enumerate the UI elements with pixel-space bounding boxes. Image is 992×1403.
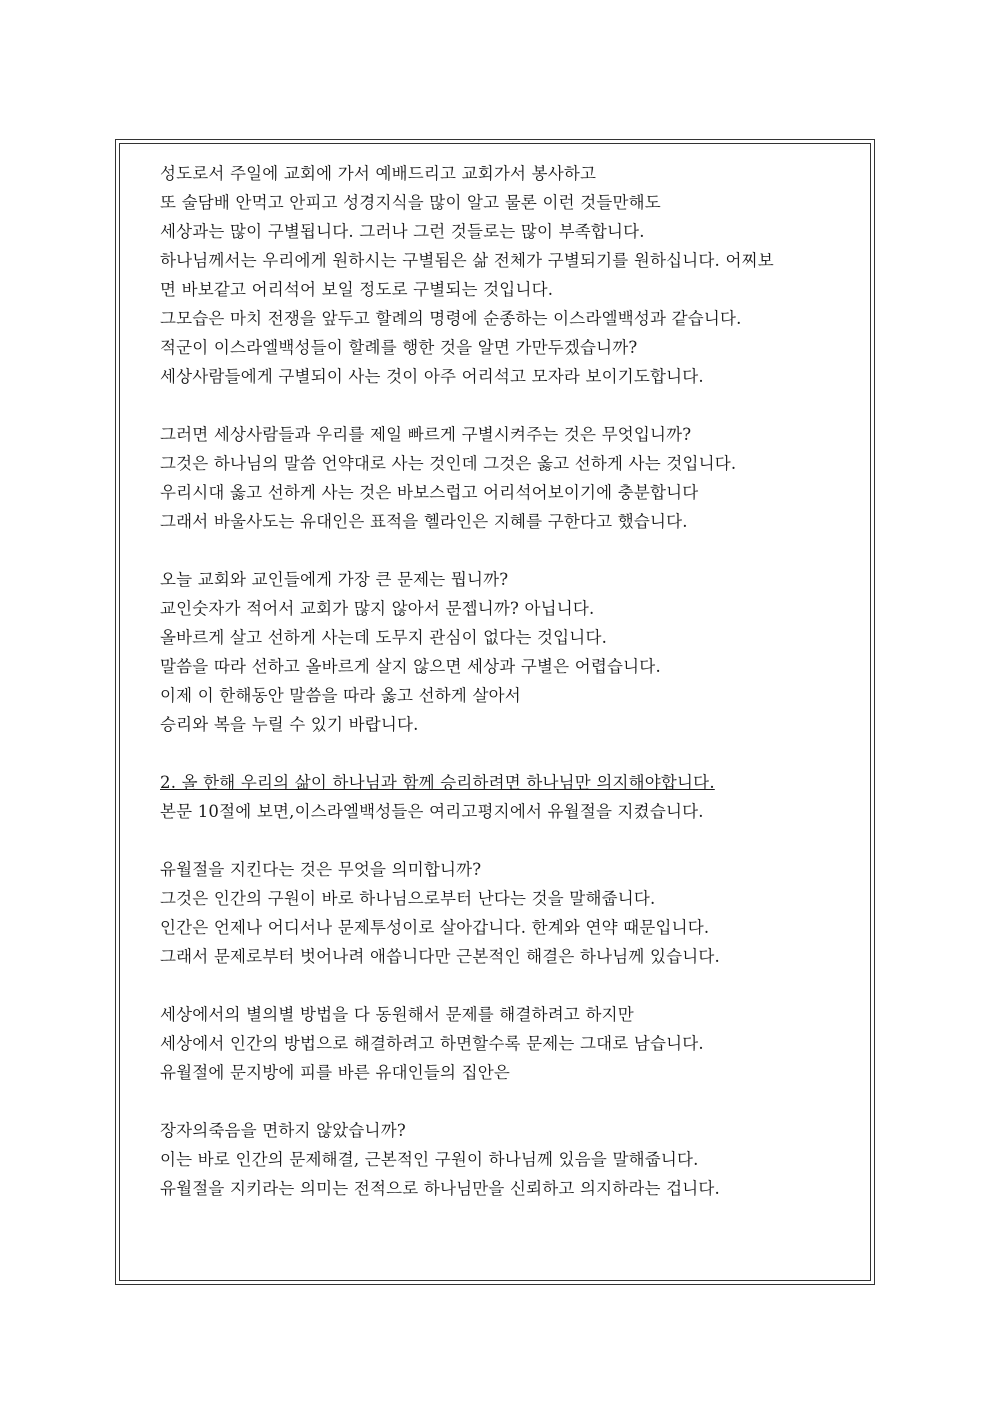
text-line: 그것은 하나님의 말씀 언약대로 사는 것인데 그것은 옳고 선하게 사는 것입니다.	[160, 454, 737, 473]
paragraph-6	[160, 1000, 860, 1087]
text-line: 세상에서의 별의별 방법을 다 동원해서 문제를 해결하려고 하지만	[160, 1005, 634, 1024]
text-line: 면 바보같고 어리석어 보일 정도로 구별되는 것입니다.	[160, 280, 554, 299]
document-body	[160, 159, 860, 1203]
paragraph-1	[160, 159, 860, 391]
text-line: 세상에서 인간의 방법으로 해결하려고 하면할수록 문제는 그대로 남습니다.	[160, 1034, 704, 1053]
text-line: 또 술담배 안먹고 안피고 성경지식을 많이 알고 물론 이런 것들만해도	[160, 193, 661, 212]
paragraph-2	[160, 420, 860, 536]
text-line: 본문 10절에 보면,이스라엘백성들은 여리고평지에서 유월절을 지켰습니다.	[160, 802, 704, 821]
text-line: 올바르게 살고 선하게 사는데 도무지 관심이 없다는 것입니다.	[160, 628, 608, 647]
text-line: 이는 바로 인간의 문제해결, 근본적인 구원이 하나님께 있음을 말해줍니다.	[160, 1150, 699, 1169]
text-line: 교인숫자가 적어서 교회가 많지 않아서 문젭니까? 아닙니다.	[160, 599, 595, 618]
text-line: 말씀을 따라 선하고 올바르게 살지 않으면 세상과 구별은 어렵습니다.	[160, 657, 661, 676]
paragraph-spacer	[160, 1087, 860, 1116]
text-line: 적군이 이스라엘백성들이 할례를 행한 것을 알면 가만두겠습니까?	[160, 338, 638, 357]
text-line: 유월절을 지키라는 의미는 전적으로 하나님만을 신뢰하고 의지하라는 겁니다.	[160, 1179, 721, 1198]
section-heading: 2. 올 한해 우리의 삶이 하나님과 함께 승리하려면 하나님만 의지해야합니다.	[160, 773, 715, 792]
paragraph-spacer	[160, 739, 860, 768]
text-line: 승리와 복을 누릴 수 있기 바랍니다.	[160, 715, 419, 734]
paragraph-4	[160, 768, 860, 826]
paragraph-3	[160, 565, 860, 739]
text-line: 성도로서 주일에 교회에 가서 예배드리고 교회가서 봉사하고	[160, 164, 597, 183]
text-line: 그모습은 마치 전쟁을 앞두고 할례의 명령에 순종하는 이스라엘백성과 같습니다.	[160, 309, 742, 328]
text-line: 하나님께서는 우리에게 원하시는 구별됨은 삶 전체가 구별되기를 원하십니다. 어찌보	[160, 251, 774, 270]
text-line: 세상과는 많이 구별됩니다. 그러나 그런 것들로는 많이 부족합니다.	[160, 222, 645, 241]
paragraph-7	[160, 1116, 860, 1203]
text-line: 그래서 바울사도는 유대인은 표적을 헬라인은 지혜를 구한다고 했습니다.	[160, 512, 688, 531]
text-line: 그러면 세상사람들과 우리를 제일 빠르게 구별시켜주는 것은 무엇입니까?	[160, 425, 692, 444]
paragraph-5	[160, 855, 860, 971]
text-line: 유월절을 지킨다는 것은 무엇을 의미합니까?	[160, 860, 482, 879]
text-line: 오늘 교회와 교인들에게 가장 큰 문제는 뭡니까?	[160, 570, 509, 589]
text-line: 그래서 문제로부터 벗어나려 애씁니다만 근본적인 해결은 하나님께 있습니다.	[160, 947, 721, 966]
paragraph-spacer	[160, 971, 860, 1000]
text-line: 세상사람들에게 구별되이 사는 것이 아주 어리석고 모자라 보이기도합니다.	[160, 367, 704, 386]
text-line: 유월절에 문지방에 피를 바른 유대인들의 집안은	[160, 1063, 511, 1082]
paragraph-spacer	[160, 536, 860, 565]
paragraph-spacer	[160, 826, 860, 855]
text-line: 우리시대 옳고 선하게 사는 것은 바보스럽고 어리석어보이기에 충분합니다	[160, 483, 699, 502]
text-line: 장자의죽음을 면하지 않았습니까?	[160, 1121, 406, 1140]
text-line: 인간은 언제나 어디서나 문제투성이로 살아갑니다. 한계와 연약 때문입니다.	[160, 918, 710, 937]
paragraph-spacer	[160, 391, 860, 420]
text-line: 이제 이 한해동안 말씀을 따라 옳고 선하게 살아서	[160, 686, 521, 705]
text-line: 그것은 인간의 구원이 바로 하나님으로부터 난다는 것을 말해줍니다.	[160, 889, 656, 908]
